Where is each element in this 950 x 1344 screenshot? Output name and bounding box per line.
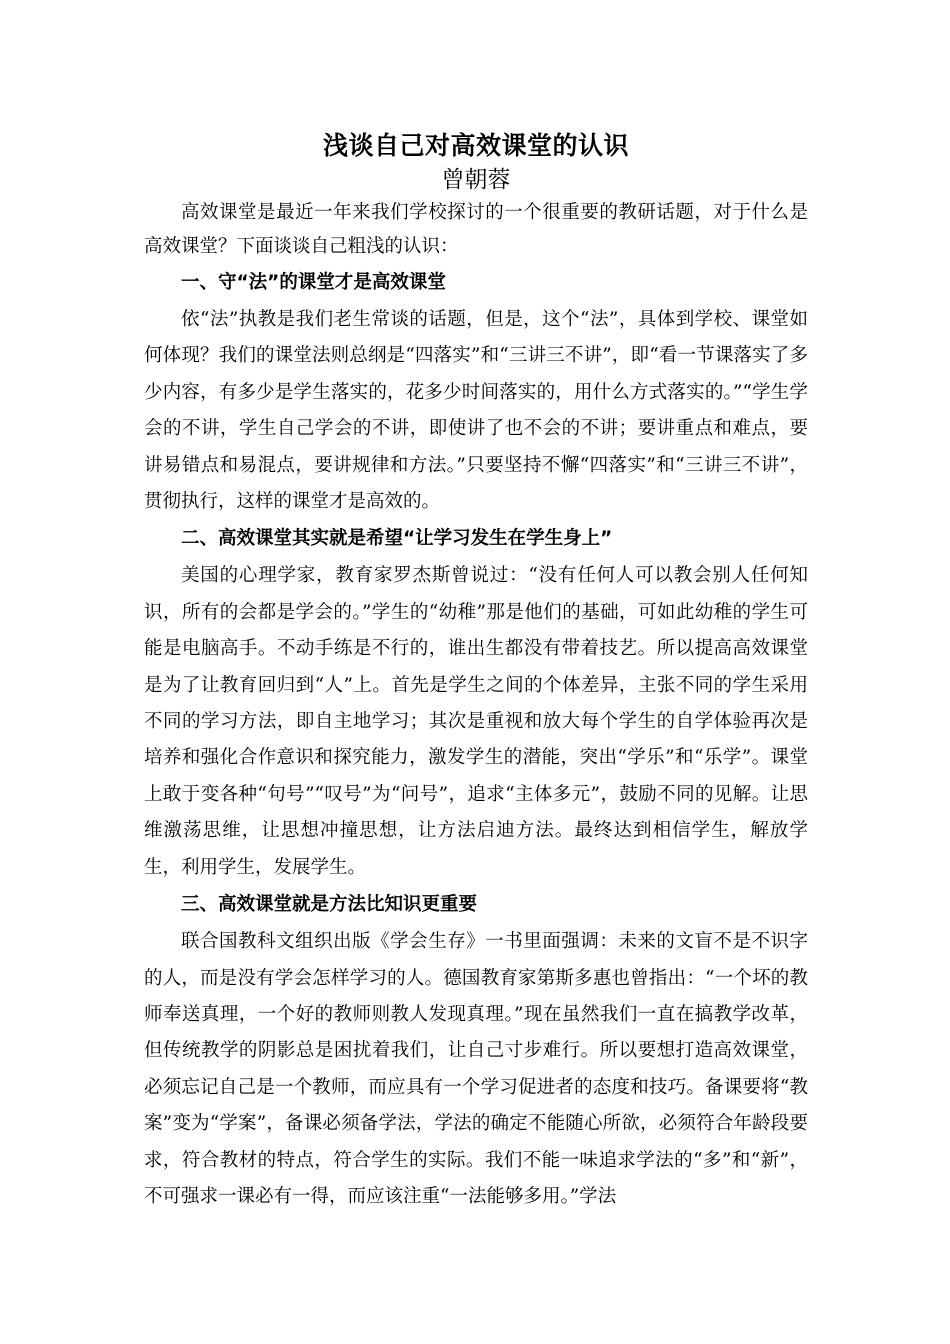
section-3 <box>144 886 808 1215</box>
section-1 <box>144 264 808 520</box>
document-title: 浅谈自己对高效课堂的认识 <box>322 131 629 160</box>
section-paragraph: 联合国教科文组织出版《学会生存》一书里面强调：未来的文盲不是不识字的人，而是没有学会怎样学习的人。德国教育家第斯多惠也曾指出：“一个坏的教师奉送真理，一个好的教师则教人发现真理。”现在虽然我们一直在搞教学改革，但传统教学的阴影总是困扰着我们，让自己寸步难行。所以要想打造高效课堂，必须忘记自己是一个教师，而应具有一个学习促进者的态度和技巧。备课要将“教案”变为“学案”，备课必须备学法，学法的确定不能随心所欲，必须符合年龄段要求，符合教材的特点，符合学生的实际。我们不能一味追求学法的“多”和“新”，不可强求一课必有一得，而应该注重“一法能够多用。”学法 <box>144 931 808 1207</box>
intro-paragraph: 高效课堂是最近一年来我们学校探讨的一个很重要的教研话题，对于什么是高效课堂？下面谈谈自己粗浅的认识： <box>144 202 808 257</box>
section-heading: 三、高效课堂就是方法比知识更重要 <box>181 894 478 916</box>
section-paragraph: 依“法”执教是我们老生常谈的话题，但是，这个“法”，具体到学校、课堂如何体现？我们的课堂法则总纲是“四落实”和“三讲三不讲”，即“看一节课落实了多少内容，有多少是学生落实的，花多少时间落实的，用什么方式落实的。”“学生学会的不讲，学生自己学会的不讲，即使讲了也不会的不讲；要讲重点和难点，要讲易错点和易混点，要讲规律和方法。”只要坚持不懈“四落实”和“三讲三不讲”，贯彻执行，这样的课堂才是高效的。 <box>144 309 808 513</box>
document-page <box>144 128 808 1215</box>
section-heading: 一、守“法”的课堂才是高效课堂 <box>181 272 446 293</box>
section-2 <box>144 520 808 886</box>
section-heading: 二、高效课堂其实就是希望“让学习发生在学生身上” <box>181 528 613 550</box>
section-paragraph: 美国的心理学家，教育家罗杰斯曾说过：“没有任何人可以教会别人任何知识，所有的会都是学会的。”学生的“幼稚”那是他们的基础，可如此幼稚的学生可能是电脑高手。不动手练是不行的，谁出生都没有带着技艺。所以提高高效课堂是为了让教育回归到“人”上。首先是学生之间的个体差异，主张不同的学生采用不同的学习方法，即自主地学习；其次是重视和放大每个学生的自学体验再次是培养和强化合作意识和探究能力，激发学生的潜能，突出“学乐”和“乐学”。课堂上敢于变各种“句号”“叹号”为“问号”，追求“主体多元”，鼓励不同的见解。让思维激荡思维，让思想冲撞思想，让方法启迪方法。最终达到相信学生，解放学生，利用学生，发展学生。 <box>144 565 808 878</box>
author-name: 曾朝蓉 <box>441 167 511 193</box>
